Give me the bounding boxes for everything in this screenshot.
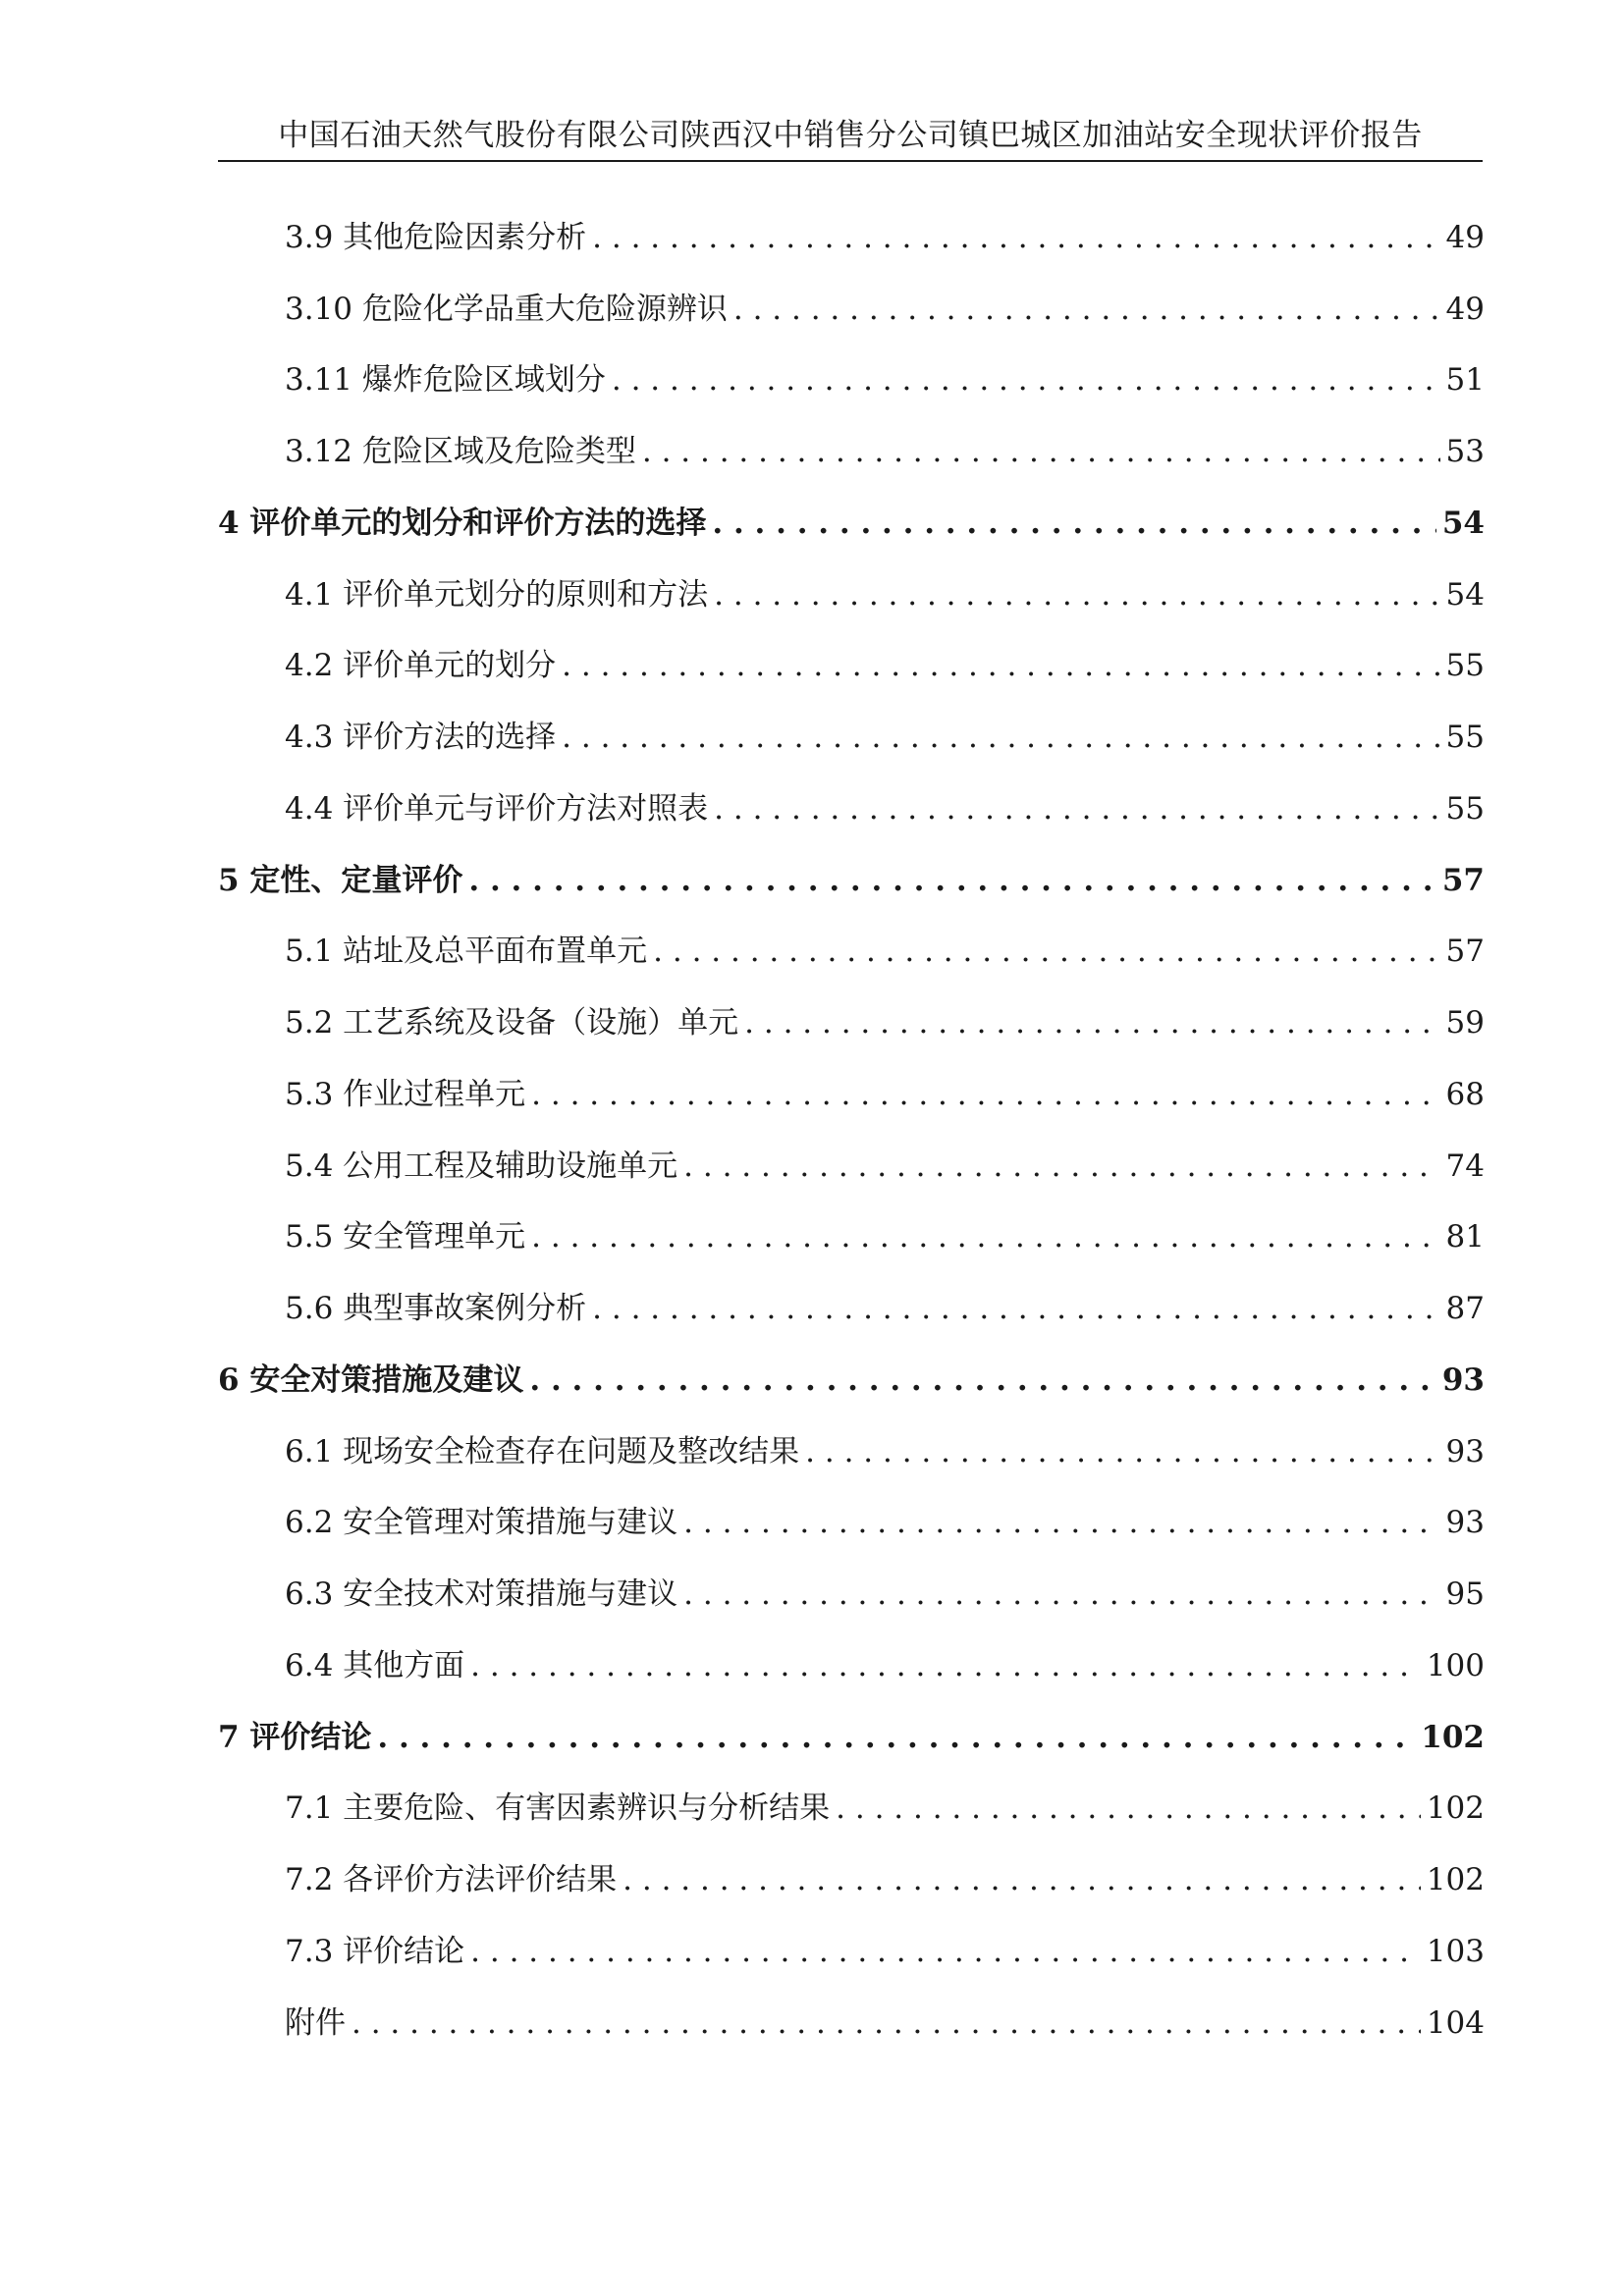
toc-chapter-entry[interactable] — [218, 502, 1485, 545]
toc-entry-label: 3.10 危险化学品重大危险源辨识 — [285, 292, 728, 327]
toc-entry-label: 4.2 评价单元的划分 — [285, 648, 557, 683]
toc-entry-label: 3.11 爆炸危险区域划分 — [285, 362, 606, 398]
toc-entry-label: 附件 — [285, 2005, 346, 2041]
toc-entry-label: 5.1 站址及总平面布置单元 — [285, 934, 648, 969]
toc-entry-label: 4.4 评价单元与评价方法对照表 — [285, 791, 709, 827]
toc-entry[interactable] — [285, 1430, 1485, 1473]
toc-chapter-label: 6 安全对策措施及建议 — [218, 1362, 524, 1398]
toc-dot-leader — [470, 1930, 1421, 1973]
toc-entry-page: 100 — [1426, 1648, 1485, 1683]
toc-entry[interactable] — [285, 573, 1485, 616]
toc-entry-label: 3.9 其他危险因素分析 — [285, 220, 587, 255]
toc-chapter-label: 7 评价结论 — [218, 1720, 372, 1755]
toc-entry-page: 74 — [1445, 1148, 1485, 1184]
toc-entry-page: 57 — [1445, 934, 1485, 969]
toc-dot-leader — [733, 288, 1440, 331]
toc-entry-page: 102 — [1426, 1790, 1485, 1826]
toc-entry[interactable] — [285, 288, 1485, 331]
toc-entry[interactable] — [285, 1787, 1485, 1830]
toc-dot-leader — [653, 930, 1439, 973]
toc-dot-leader — [714, 573, 1439, 616]
toc-entry[interactable] — [285, 216, 1485, 259]
toc-entry[interactable] — [285, 1501, 1485, 1544]
toc-entry-label: 6.1 现场安全检查存在问题及整改结果 — [285, 1434, 800, 1469]
toc-entry-page: 53 — [1445, 434, 1485, 469]
toc-entry[interactable] — [285, 1073, 1485, 1116]
toc-entry-page: 49 — [1445, 220, 1485, 255]
toc-entry-page: 49 — [1445, 292, 1485, 327]
toc-dot-leader — [612, 358, 1440, 401]
toc-entry[interactable] — [285, 1287, 1485, 1330]
toc-entry-label: 5.4 公用工程及辅助设施单元 — [285, 1148, 678, 1184]
toc-dot-leader — [805, 1430, 1439, 1473]
toc-entry-label: 4.1 评价单元划分的原则和方法 — [285, 577, 709, 613]
toc-chapter-page: 54 — [1441, 506, 1485, 541]
toc-dot-leader — [562, 644, 1439, 687]
toc-entry-page: 68 — [1445, 1077, 1485, 1112]
toc-dot-leader — [836, 1787, 1421, 1830]
toc-entry[interactable] — [285, 1858, 1485, 1901]
toc-dot-leader — [531, 1073, 1439, 1116]
toc-entry-page: 55 — [1445, 648, 1485, 683]
toc-entry-page: 103 — [1426, 1934, 1485, 1969]
toc-entry[interactable] — [285, 1930, 1485, 1973]
toc-entry-page: 55 — [1445, 720, 1485, 755]
toc-entry-page: 93 — [1445, 1505, 1485, 1540]
toc-entry-page: 95 — [1445, 1576, 1485, 1612]
toc-dot-leader — [642, 430, 1440, 473]
page-header-title: 中国石油天然气股份有限公司陕西汉中销售分公司镇巴城区加油站安全现状评价报告 — [278, 118, 1423, 153]
toc-dot-leader — [683, 1573, 1439, 1616]
toc-dot-leader — [377, 1716, 1415, 1759]
toc-entry[interactable] — [285, 644, 1485, 687]
toc-dot-leader — [562, 716, 1439, 759]
toc-chapter-page: 93 — [1441, 1362, 1485, 1398]
toc-entry[interactable] — [285, 1215, 1485, 1258]
toc-chapter-label: 5 定性、定量评价 — [218, 863, 463, 898]
toc-dot-leader — [714, 787, 1439, 830]
toc-dot-leader — [683, 1145, 1439, 1188]
toc-entry[interactable] — [285, 1573, 1485, 1616]
header-divider — [218, 160, 1483, 162]
toc-dot-leader — [592, 1287, 1439, 1330]
toc-chapter-page: 102 — [1421, 1720, 1485, 1755]
toc-entry-page: 93 — [1445, 1434, 1485, 1469]
toc-dot-leader — [712, 502, 1435, 545]
toc-dot-leader — [470, 1644, 1421, 1687]
toc-entry-page: 54 — [1445, 577, 1485, 613]
toc-entry[interactable] — [285, 1145, 1485, 1188]
toc-entry-page: 102 — [1426, 1862, 1485, 1897]
toc-entry-page: 59 — [1445, 1005, 1485, 1041]
toc-entry[interactable] — [285, 787, 1485, 830]
toc-dot-leader — [531, 1215, 1439, 1258]
toc-entry[interactable] — [285, 716, 1485, 759]
toc-entry[interactable] — [285, 930, 1485, 973]
toc-entry-label: 5.3 作业过程单元 — [285, 1077, 526, 1112]
toc-entry-page: 55 — [1445, 791, 1485, 827]
toc-entry-page: 104 — [1426, 2005, 1485, 2041]
toc-chapter-entry[interactable] — [218, 1716, 1485, 1759]
toc-entry[interactable] — [285, 430, 1485, 473]
toc-entry-label: 5.2 工艺系统及设备（设施）单元 — [285, 1005, 739, 1041]
toc-entry-label: 7.2 各评价方法评价结果 — [285, 1862, 618, 1897]
toc-entry-label: 5.5 安全管理单元 — [285, 1219, 526, 1255]
toc-dot-leader — [592, 216, 1439, 259]
toc-entry-label: 3.12 危险区域及危险类型 — [285, 434, 636, 469]
toc-dot-leader — [744, 1001, 1439, 1044]
toc-entry[interactable] — [285, 1001, 1485, 1044]
toc-entry-label: 6.2 安全管理对策措施与建议 — [285, 1505, 678, 1540]
toc-dot-leader — [352, 2002, 1421, 2045]
toc-entry[interactable] — [285, 2002, 1485, 2045]
toc-chapter-entry[interactable] — [218, 1359, 1485, 1402]
toc-entry-label: 7.3 评价结论 — [285, 1934, 465, 1969]
toc-entry-page: 81 — [1445, 1219, 1485, 1255]
toc-chapter-entry[interactable] — [218, 859, 1485, 902]
toc-entry-label: 5.6 典型事故案例分析 — [285, 1291, 587, 1326]
toc-dot-leader — [623, 1858, 1421, 1901]
toc-dot-leader — [529, 1359, 1435, 1402]
toc-entry-page: 51 — [1445, 362, 1485, 398]
toc-chapter-page: 57 — [1441, 863, 1485, 898]
toc-entry-label: 6.3 安全技术对策措施与建议 — [285, 1576, 678, 1612]
toc-dot-leader — [468, 859, 1435, 902]
toc-entry-page: 87 — [1445, 1291, 1485, 1326]
toc-entry-label: 7.1 主要危险、有害因素辨识与分析结果 — [285, 1790, 831, 1826]
toc-entry-label: 4.3 评价方法的选择 — [285, 720, 557, 755]
toc-chapter-label: 4 评价单元的划分和评价方法的选择 — [218, 506, 707, 541]
toc-entry[interactable] — [285, 1644, 1485, 1687]
toc-entry[interactable] — [285, 358, 1485, 401]
toc-dot-leader — [683, 1501, 1439, 1544]
toc-entry-label: 6.4 其他方面 — [285, 1648, 465, 1683]
